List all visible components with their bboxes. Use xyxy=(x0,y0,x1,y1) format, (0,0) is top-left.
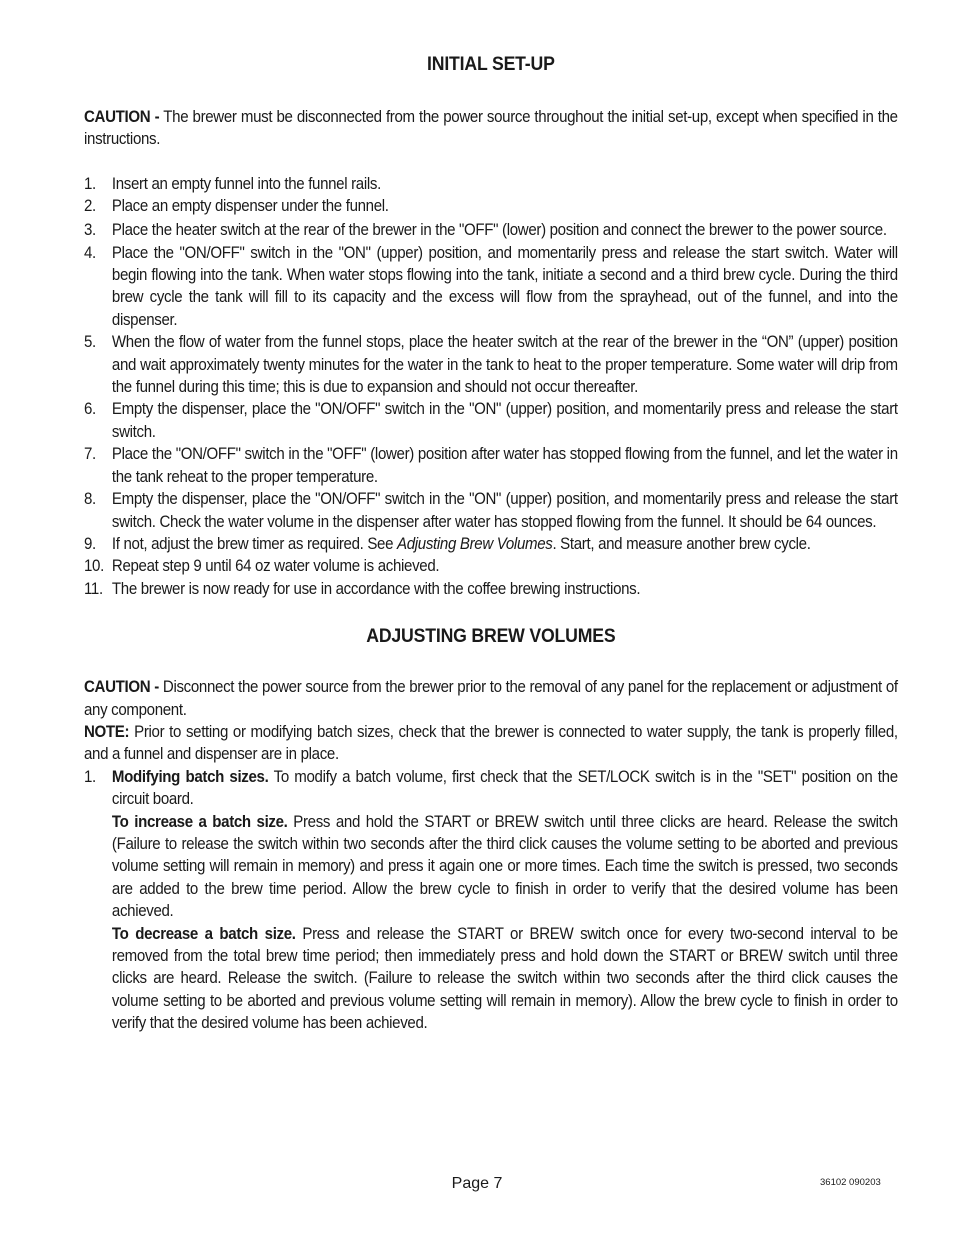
list-item xyxy=(84,555,898,577)
step-number: 1. xyxy=(84,174,96,193)
section-heading-initial-setup: INITIAL SET-UP xyxy=(427,54,555,75)
step-text: To modify a batch volume, first check that the SET/LOCK switch is in the "SET" position on the circuit board. xyxy=(111,767,898,809)
step-text: Insert an empty funnel into the funnel rails. xyxy=(111,174,381,193)
caution-text: Disconnect the power source from the brewer prior to the removal of any panel for the replacement or adjustment of any component. xyxy=(84,678,898,719)
list-item xyxy=(84,766,898,1035)
increase-batch-text: Press and hold the START or BREW switch until three clicks are heard. Release the switch (Failure to release the switch within two seconds after the third click causes the volume setting to be aborted and previous volume setting will remain in memory) and press it again one or more times. Each time the switch is pressed, two seconds are added to the brew time period. Allow the brew cycle to finish in order to verify that the desired volume has been achieved. xyxy=(111,812,898,921)
step-number: 10. xyxy=(84,557,104,576)
step-text: Place the "ON/OFF" switch in the "ON" (upper) position, and momentarily press and release the start switch. Water will begin flowing into the tank. When water stops flowing into the tank, initiate a second and a third brew cycle. During the third brew cycle the tank will fill to its capacity and the excess will flow from the sprayhead, out of the funnel, and into the dispenser. xyxy=(111,243,898,329)
step-number: 1. xyxy=(84,767,96,786)
page-number: Page 7 xyxy=(451,1175,503,1192)
step-number: 6. xyxy=(84,400,96,419)
step-text: Place the "ON/OFF" switch in the "OFF" (lower) position after water has stopped flowing from the funnel, and let the water in the tank reheat to the proper temperature. xyxy=(111,445,898,486)
step-text: Place the heater switch at the rear of the brewer in the "OFF" (lower) position and connect the brewer to the power source. xyxy=(111,220,887,239)
step-number: 4. xyxy=(84,243,96,262)
step-text: . Start, and measure another brew cycle. xyxy=(552,534,811,553)
step-number: 8. xyxy=(84,490,96,509)
list-item xyxy=(84,242,898,332)
step-text: The brewer is now ready for use in accordance with the coffee brewing instructions. xyxy=(111,579,641,598)
step-number: 3. xyxy=(84,220,96,239)
note-label: NOTE: xyxy=(84,722,130,741)
list-item xyxy=(84,443,898,488)
decrease-batch-paragraph xyxy=(112,923,898,1035)
list-item xyxy=(84,195,898,217)
increase-batch-paragraph xyxy=(112,811,898,923)
section-heading-adjusting-brew-volumes: ADJUSTING BREW VOLUMES xyxy=(366,626,616,648)
list-item xyxy=(84,331,898,398)
step-number: 9. xyxy=(84,534,96,553)
step-text: Empty the dispenser, place the "ON/OFF" switch in the "ON" (upper) position, and momentarily press and release the start switch. xyxy=(111,400,898,441)
step-text: Place an empty dispenser under the funnel. xyxy=(111,197,389,216)
step-number: 7. xyxy=(84,445,96,464)
document-code: 36102 090203 xyxy=(820,1177,881,1188)
note-text: Prior to setting or modifying batch sizes, check that the brewer is connected to water supply, the tank is properly filled, and a funnel and dispenser are in place. xyxy=(84,722,898,764)
caution-paragraph xyxy=(84,676,898,721)
increase-batch-label: To increase a batch size. xyxy=(111,812,288,831)
step-text: Empty the dispenser, place the "ON/OFF" switch in the "ON" (upper) position, and momentarily press and release the start switch. Check the water volume in the dispenser after water has stopped flowing from the funnel. It should be 64 ounces. xyxy=(111,490,898,531)
document-page xyxy=(84,50,898,1035)
step-label: Modifying batch sizes. xyxy=(111,767,269,786)
step-number: 11. xyxy=(84,579,103,598)
list-item xyxy=(84,173,898,195)
step-text: When the flow of water from the funnel stops, place the heater switch at the rear of the brewer in the “ON” (upper) position and wait approximately twenty minutes for the water in the tank to heat to the proper temperature. Some water will drip from the funnel during this time; this is due to expansion and should not occur thereafter. xyxy=(111,333,898,397)
adjusting-brew-volumes-section xyxy=(84,622,898,1035)
setup-steps-list xyxy=(84,173,898,600)
step-intro xyxy=(112,766,898,811)
list-item xyxy=(84,533,898,555)
caution-text: The brewer must be disconnected from the power source throughout the initial set-up, except when specified in the instructions. xyxy=(84,108,898,149)
caution-label: CAUTION - xyxy=(84,108,160,126)
step-text: Repeat step 9 until 64 oz water volume is achieved. xyxy=(111,557,440,576)
note-paragraph xyxy=(84,721,898,766)
cross-reference-link-text: Adjusting Brew Volumes xyxy=(397,534,553,553)
list-item xyxy=(84,218,898,242)
decrease-batch-text: Press and release the START or BREW switch once for every two-second interval to be removed from the total brew time period; then immediately press and hold down the START or BREW switch until three clicks are heard. Release the switch. (Failure to release the switch within two seconds after the third click causes the volume setting to be aborted and previous volume setting will remain in memory). Allow the brew cycle to finish in order to verify that the desired volume has been achieved. xyxy=(111,924,898,1033)
decrease-batch-label: To decrease a batch size. xyxy=(111,924,296,943)
step-number: 2. xyxy=(84,197,96,216)
step-number: 5. xyxy=(84,333,96,352)
caution-paragraph xyxy=(84,106,898,151)
adjust-steps-list xyxy=(84,766,898,1035)
list-item xyxy=(84,398,898,443)
step-text: If not, adjust the brew timer as required. See xyxy=(111,534,398,553)
list-item xyxy=(84,578,898,600)
caution-label: CAUTION - xyxy=(84,678,159,697)
list-item xyxy=(84,488,898,533)
